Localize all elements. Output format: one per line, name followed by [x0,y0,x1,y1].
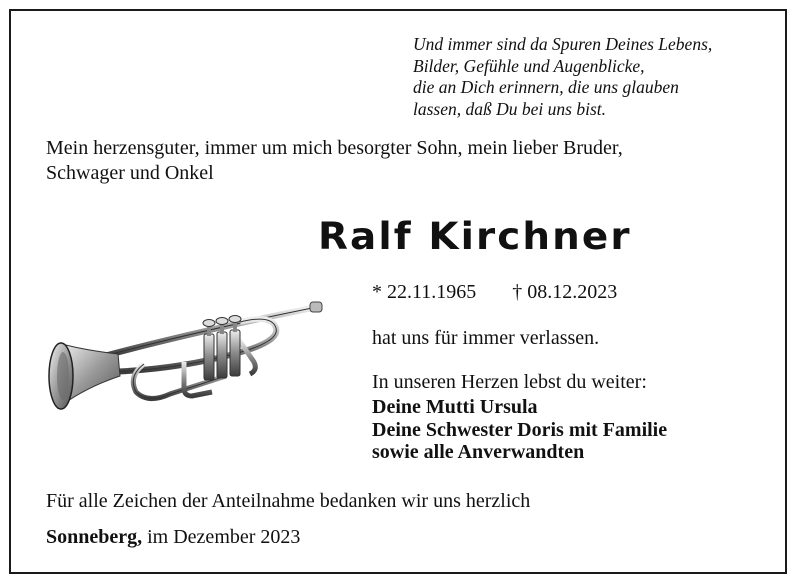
deceased-name: Ralf Kirchner [318,215,632,258]
intro-line: Mein herzensguter, immer um mich besorgter Sohn, mein lieber Bruder, [46,137,623,159]
hearts-line: In unseren Herzen lebst du weiter: [372,371,647,393]
death-date: † 08.12.2023 [512,281,618,303]
mourner: Deine Schwester Doris mit Familie [372,418,668,441]
closing-date: im Dezember 2023 [147,526,301,548]
poem-line: Und immer sind da Spuren Deines Lebens, [413,34,713,54]
place-date [46,524,300,550]
mourner: Deine Mutti Ursula [372,396,538,418]
place-name: Sonneberg, [46,526,143,548]
life-dates [372,279,617,305]
thanks-text: Für alle Zeichen der Anteilnahme bedanken wir uns herzlich [46,490,531,512]
poem-line: die an Dich erinnern, die uns glauben [413,77,679,97]
passing-message: hat uns für immer verlassen. [372,327,600,349]
birth-date: * 22.11.1965 [372,281,477,303]
intro-text [46,136,746,186]
poem-line: Bilder, Gefühle und Augenblicke, [413,55,645,76]
mourner: sowie alle Anverwandten [372,441,585,463]
mourners-list [372,396,667,464]
intro-line: Schwager und Onkel [46,162,214,184]
trumpet-icon [44,292,329,422]
memorial-poem [413,34,783,120]
poem-line: lassen, daß Du bei uns bist. [413,98,606,119]
